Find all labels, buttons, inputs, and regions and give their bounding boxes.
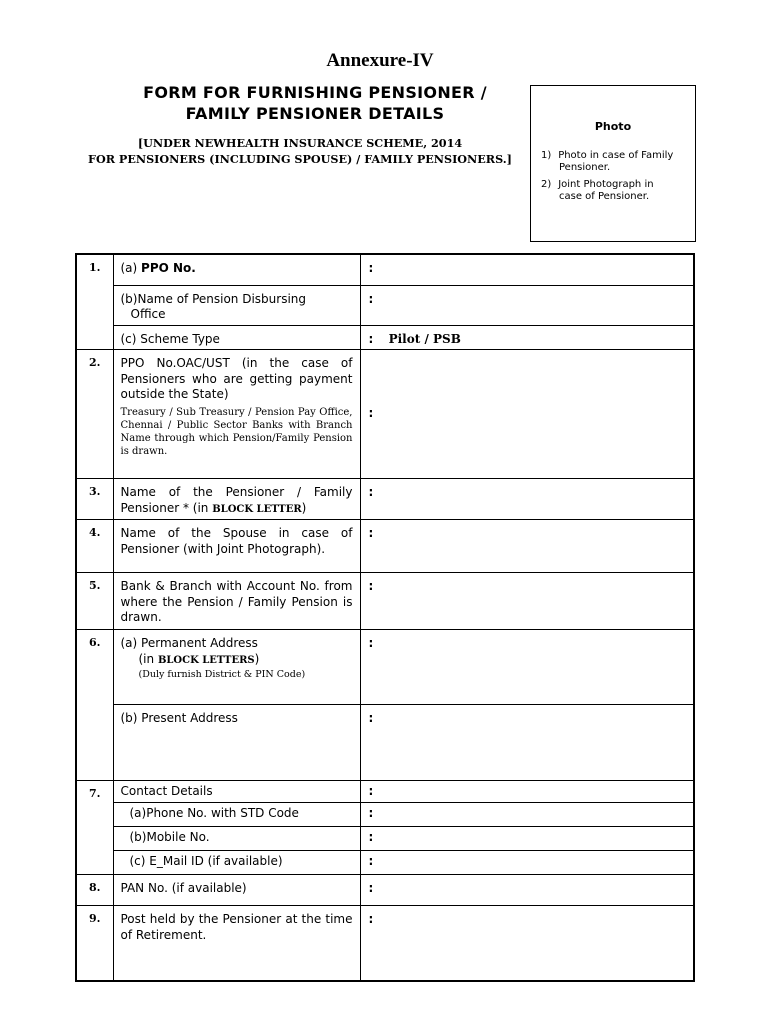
photo-note-2-text-b: case of Pensioner. (559, 191, 650, 202)
colon: : (368, 912, 374, 926)
colon: : (368, 854, 374, 868)
permanent-address-text: (a) Permanent Address (120, 636, 258, 650)
ppo-no-text: PPO No. (141, 261, 196, 275)
ppo-oac-ust-label (113, 350, 360, 479)
colon: : (368, 711, 374, 725)
ppo-oac-ust-text: PPO No.OAC/UST (in the case of Pensioners who are getting payment outside the State) (120, 356, 353, 401)
block-letter-text: BLOCK LETTER (212, 503, 302, 515)
pensioner-name-text: Name of the Pensioner / Family Pensioner * (in (120, 485, 353, 515)
row-number: 7. (76, 781, 113, 875)
row-number: 8. (76, 875, 113, 906)
phone-label: (a)Phone No. with STD Code (113, 803, 360, 827)
ppo-no-field[interactable] (360, 254, 694, 285)
colon: : (368, 784, 374, 798)
email-field[interactable] (360, 851, 694, 875)
row-number: 9. (76, 906, 113, 981)
pensioner-name-close: ) (301, 500, 307, 515)
photo-note-2-text-a: Joint Photograph in (558, 179, 654, 190)
table-row (76, 350, 694, 479)
permanent-address-label (113, 630, 360, 705)
table-row (76, 803, 694, 827)
colon: : (368, 485, 374, 499)
block-letters-text: BLOCK LETTERS (157, 654, 255, 666)
photo-note-1 (541, 150, 691, 174)
scheme-type-label: (c) Scheme Type (113, 325, 360, 350)
row-number: 1. (76, 254, 113, 350)
colon: : (368, 261, 374, 275)
pensioner-name-field[interactable] (360, 479, 694, 520)
table-row (76, 479, 694, 520)
colon: : (368, 806, 374, 820)
ppo-no-label (113, 254, 360, 285)
pan-field[interactable] (360, 875, 694, 906)
spouse-name-field[interactable] (360, 520, 694, 573)
colon: : (368, 526, 374, 540)
pension-disbursing-office-label (113, 285, 360, 325)
pensioner-details-table (75, 253, 695, 982)
annexure-heading: Annexure-IV (326, 50, 434, 71)
block-letters-open: (in (138, 651, 158, 666)
table-row (76, 705, 694, 781)
table-row (76, 781, 694, 803)
post-held-field[interactable] (360, 906, 694, 981)
photo-note-1-text-a: Photo in case of Family (558, 150, 674, 161)
ppo-oac-ust-field[interactable] (360, 350, 694, 479)
district-pin-note: (Duly furnish District & PIN Code) (138, 669, 306, 680)
table-row (76, 827, 694, 851)
contact-details-label: Contact Details (113, 781, 360, 803)
table-row (76, 630, 694, 705)
pdo-label-line1: (b)Name of Pension Disbursing (120, 291, 307, 306)
row-number: 3. (76, 479, 113, 520)
row-number: 4. (76, 520, 113, 573)
form-title (80, 82, 550, 124)
bank-branch-label: Bank & Branch with Account No. from where the Pension / Family Pension is drawn. (113, 573, 360, 630)
photo-note-2 (541, 179, 691, 203)
colon: : (368, 830, 374, 844)
form-title-line1: FORM FOR FURNISHING PENSIONER / (143, 83, 487, 102)
photo-note-1-text-b: Pensioner. (559, 162, 611, 173)
colon: : (368, 406, 374, 420)
block-letters-line (121, 652, 353, 669)
colon: : (368, 291, 374, 306)
block-letters-close: ) (254, 651, 260, 666)
photo-title: Photo (594, 120, 632, 133)
table-row (76, 254, 694, 285)
colon: : (368, 636, 374, 650)
scheme-type-field[interactable] (360, 325, 694, 350)
mobile-field[interactable] (360, 827, 694, 851)
row-number: 5. (76, 573, 113, 630)
email-label: (c) E_Mail ID (if available) (113, 851, 360, 875)
row-number: 2. (76, 350, 113, 479)
colon: : (368, 331, 374, 346)
scheme-type-value: Pilot / PSB (388, 331, 461, 346)
spouse-name-label: Name of the Spouse in case of Pensioner (with Joint Photograph). (113, 520, 360, 573)
photo-note-2-num: 2) (541, 179, 552, 190)
table-row (76, 520, 694, 573)
pan-label: PAN No. (if available) (113, 875, 360, 906)
table-row (76, 851, 694, 875)
colon: : (368, 579, 374, 593)
post-held-label: Post held by the Pensioner at the time of Retirement. (113, 906, 360, 981)
table-row (76, 906, 694, 981)
ppo-no-prefix: (a) (120, 261, 142, 275)
form-subtitle (60, 135, 540, 167)
photo-note-1-num: 1) (541, 150, 552, 161)
table-row (76, 285, 694, 325)
table-row (76, 325, 694, 350)
bank-branch-field[interactable] (360, 573, 694, 630)
present-address-label: (b) Present Address (113, 705, 360, 781)
pension-disbursing-office-field[interactable] (360, 285, 694, 325)
form-subtitle-line1: [UNDER NEWHEALTH INSURANCE SCHEME, 2014 (137, 136, 463, 150)
table-row (76, 573, 694, 630)
row-number: 6. (76, 630, 113, 781)
pdo-label-line2: Office (130, 307, 166, 321)
colon: : (368, 881, 374, 895)
table-row (76, 875, 694, 906)
contact-details-field (360, 781, 694, 803)
form-title-line2: FAMILY PENSIONER DETAILS (185, 104, 445, 123)
photo-box (530, 85, 696, 242)
treasury-text: Treasury / Sub Treasury / Pension Pay Office, Chennai / Public Sector Banks with Branch Name through which Pension/Family Pension is drawn. (120, 406, 353, 457)
mobile-label: (b)Mobile No. (113, 827, 360, 851)
form-subtitle-line2: FOR PENSIONERS (INCLUDING SPOUSE) / FAMILY PENSIONERS.] (88, 152, 512, 166)
present-address-field[interactable] (360, 705, 694, 781)
phone-field[interactable] (360, 803, 694, 827)
pensioner-name-label (113, 479, 360, 520)
permanent-address-field[interactable] (360, 630, 694, 705)
